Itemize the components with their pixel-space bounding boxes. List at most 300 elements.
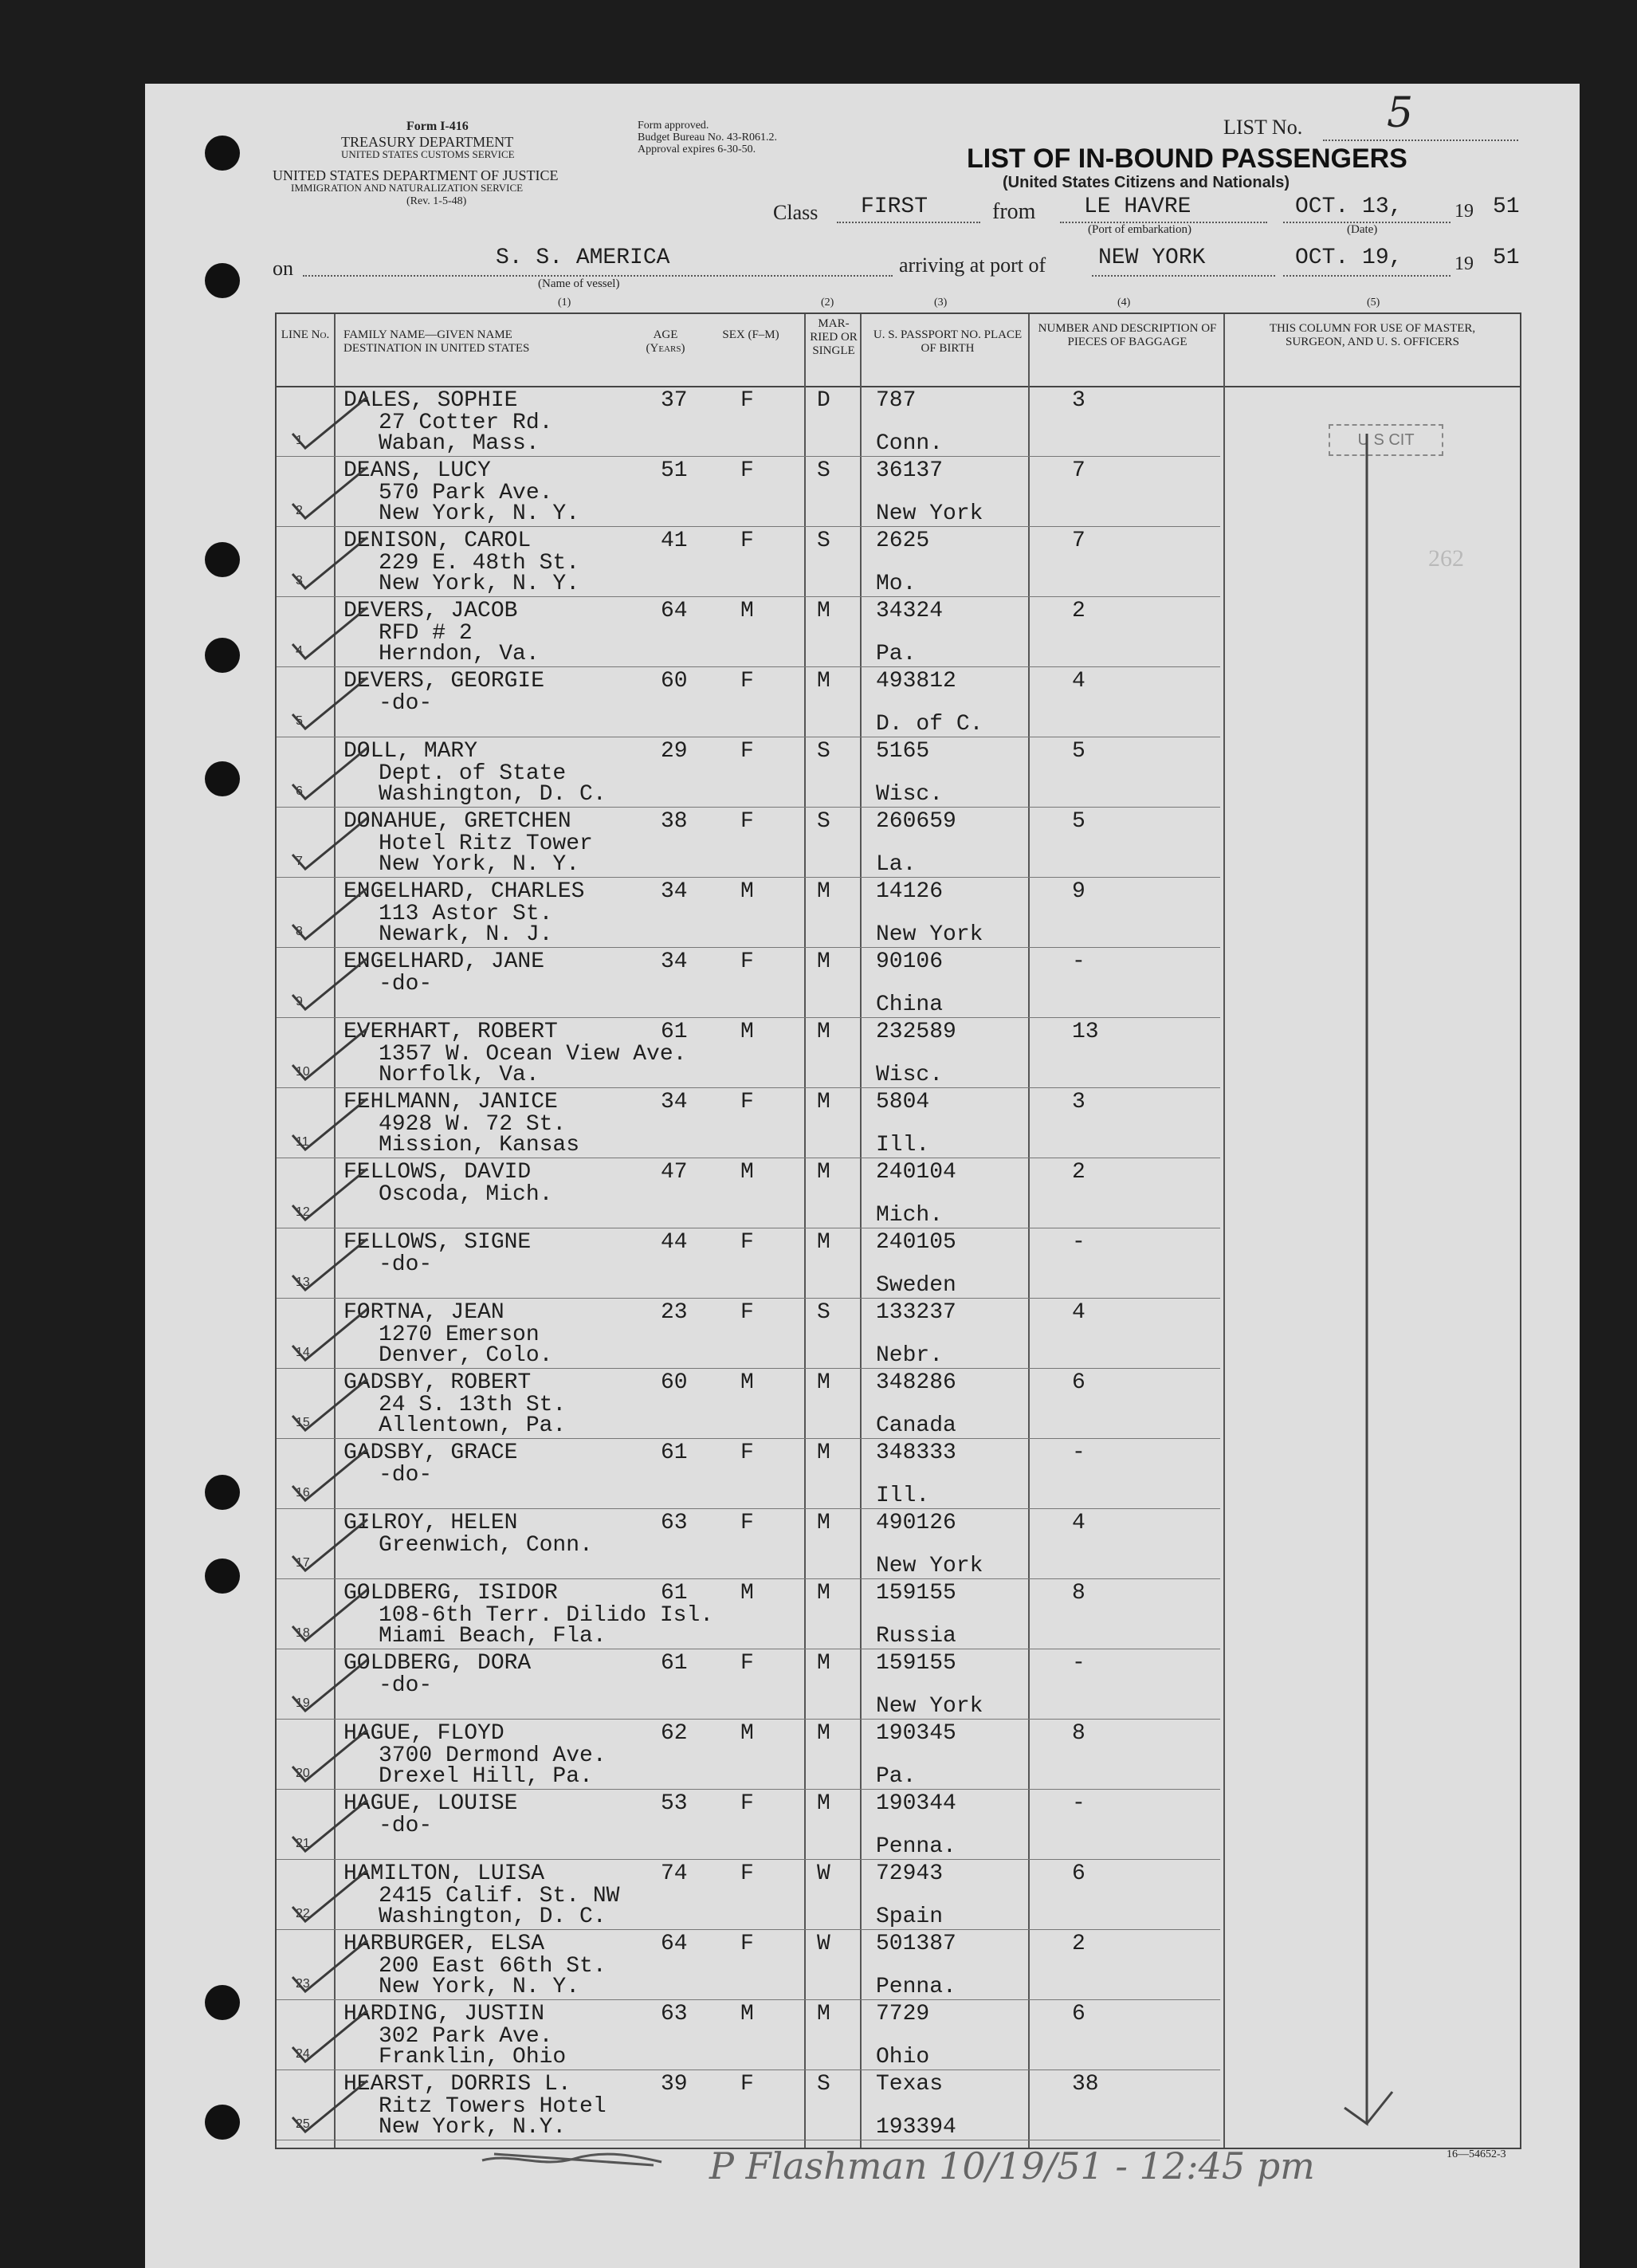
address-line-1: 302 Park Ave. (379, 2024, 553, 2049)
passport-number: 90106 (876, 949, 944, 974)
check-mark-icon (288, 743, 375, 807)
table-row (277, 737, 1220, 808)
age-cell: 44 (661, 1230, 688, 1255)
year-prefix: 19 (1454, 201, 1474, 222)
age-cell: 61 (661, 1020, 688, 1044)
address-line-2: Miami Beach, Fla. (379, 1624, 607, 1649)
line-number: 1 (296, 434, 303, 447)
passenger-table (275, 312, 1521, 2149)
marital-status-cell: M (817, 1721, 830, 1746)
dept-justice: UNITED STATES DEPARTMENT OF JUSTICE (273, 167, 559, 183)
place-of-birth: Russia (876, 1624, 956, 1649)
line-number: 24 (296, 2047, 310, 2061)
embark-port: LE HAVRE (1084, 195, 1191, 219)
address-line-2: New York, N. Y. (379, 572, 580, 596)
marital-status-cell: M (817, 879, 830, 904)
vessel-line (303, 275, 893, 277)
age-cell: 34 (661, 1090, 688, 1114)
check-mark-icon (288, 1585, 375, 1649)
marital-status-cell: M (817, 1020, 830, 1044)
place-of-birth: Wisc. (876, 1063, 944, 1087)
address-line-1: 108-6th Terr. Dilido Isl. (379, 1603, 714, 1628)
punch-hole (205, 542, 240, 577)
age-cell: 64 (661, 599, 688, 623)
dept-justice-sub: IMMIGRATION AND NATURALIZATION SERVICE (291, 182, 524, 194)
sex-cell: F (740, 1090, 754, 1114)
punch-hole (205, 2105, 240, 2140)
check-mark-icon (288, 1795, 375, 1859)
age-cell: 53 (661, 1791, 688, 1816)
passport-number: 240105 (876, 1230, 956, 1255)
passport-number: 2625 (876, 529, 930, 553)
sex-cell: F (740, 1441, 754, 1465)
address-line-1: RFD # 2 (379, 621, 473, 646)
address-line-1: -do- (379, 1252, 433, 1277)
sex-cell: M (740, 1020, 754, 1044)
line-number: 13 (296, 1276, 310, 1289)
check-mark-icon (288, 392, 375, 456)
marital-status-cell: M (817, 669, 830, 694)
baggage-count: 8 (1072, 1581, 1085, 1606)
embark-caption: (Port of embarkation) (1088, 223, 1191, 236)
sex-cell: F (740, 669, 754, 694)
sex-cell: M (740, 1721, 754, 1746)
baggage-count: 5 (1072, 739, 1085, 764)
line-number: 18 (296, 1626, 310, 1640)
check-mark-icon (288, 1655, 375, 1719)
strikethrough-mark (478, 2144, 669, 2176)
baggage-count: 38 (1072, 2072, 1099, 2097)
place-of-birth: China (876, 992, 944, 1017)
age-cell: 47 (661, 1160, 688, 1185)
baggage-count: - (1072, 949, 1085, 974)
address-line-1: Dept. of State (379, 761, 567, 786)
line-number: 23 (296, 1977, 310, 1991)
place-of-birth: Mo. (876, 572, 917, 596)
place-of-birth: Nebr. (876, 1343, 944, 1368)
list-no-line (1323, 140, 1518, 141)
address-line-1: 570 Park Ave. (379, 481, 553, 505)
punch-hole (205, 1475, 240, 1510)
passport-number: 5165 (876, 739, 930, 764)
marital-status-cell: D (817, 388, 830, 413)
baggage-count: 5 (1072, 809, 1085, 834)
age-cell: 41 (661, 529, 688, 553)
marital-status-cell: M (817, 1651, 830, 1676)
check-mark-icon (288, 1094, 375, 1158)
passenger-name: HARBURGER, ELSA (343, 1932, 545, 1956)
col-divider (1223, 314, 1225, 2148)
marital-status-cell: S (817, 2072, 830, 2097)
baggage-count: 4 (1072, 1300, 1085, 1325)
place-of-birth: 193394 (876, 2115, 956, 2140)
age-cell: 38 (661, 809, 688, 834)
passport-number: 493812 (876, 669, 956, 694)
age-cell: 61 (661, 1441, 688, 1465)
passport-number: 787 (876, 388, 917, 413)
passport-number: 260659 (876, 809, 956, 834)
place-of-birth: Sweden (876, 1273, 956, 1298)
table-row (277, 947, 1220, 1018)
check-mark-icon (288, 1936, 375, 1999)
check-mark-icon (288, 1024, 375, 1087)
age-cell: 61 (661, 1651, 688, 1676)
col-num-3: (3) (934, 297, 948, 309)
arrival-year-prefix: 19 (1454, 254, 1474, 274)
passport-number: 5804 (876, 1090, 930, 1114)
sex-cell: M (740, 599, 754, 623)
th-age: AGE (Years) (646, 328, 685, 355)
baggage-count: - (1072, 1791, 1085, 1816)
marital-status-cell: M (817, 599, 830, 623)
arrival-year: 51 (1493, 246, 1520, 270)
place-of-birth: Ohio (876, 2045, 930, 2070)
col-num-5: (5) (1367, 297, 1380, 309)
line-number: 3 (296, 574, 303, 588)
class-label: Class (773, 201, 818, 224)
line-number: 6 (296, 784, 303, 798)
class-value: FIRST (861, 195, 928, 219)
marital-status-cell: M (817, 1230, 830, 1255)
approval-1: Form approved. (638, 120, 709, 132)
age-cell: 29 (661, 739, 688, 764)
dept-treasury: TREASURY DEPARTMENT (341, 134, 514, 150)
marital-status-cell: W (817, 1861, 830, 1886)
passenger-name: GOLDBERG, DORA (343, 1651, 532, 1676)
check-mark-icon (288, 1374, 375, 1438)
passenger-name: FORTNA, JEAN (343, 1300, 504, 1325)
th-baggage: NUMBER AND DESCRIPTION OF PIECES OF BAGGAGE (1038, 322, 1217, 348)
check-mark-icon (288, 1164, 375, 1228)
address-line-1: Greenwich, Conn. (379, 1533, 593, 1558)
punch-hole (205, 761, 240, 796)
passenger-name: FELLOWS, DAVID (343, 1160, 532, 1185)
on-label: on (273, 257, 293, 280)
passport-number: Texas (876, 2072, 944, 2097)
marital-status-cell: S (817, 739, 830, 764)
line-number: 16 (296, 1486, 310, 1500)
form-number: Form I-416 (406, 120, 469, 133)
age-cell: 51 (661, 458, 688, 483)
passenger-name: GADSBY, ROBERT (343, 1370, 532, 1395)
check-mark-icon (288, 533, 375, 596)
marital-status-cell: S (817, 809, 830, 834)
th-passport: U. S. PASSPORT NO. PLACE OF BIRTH (873, 328, 1023, 355)
place-of-birth: Mich. (876, 1203, 944, 1228)
passenger-name: DENISON, CAROL (343, 529, 532, 553)
marital-status-cell: M (817, 1581, 830, 1606)
check-mark-icon (288, 1445, 375, 1508)
line-number: 4 (296, 644, 303, 658)
address-line-2: New York, N. Y. (379, 501, 580, 526)
address-line-2: New York, N. Y. (379, 852, 580, 877)
place-of-birth: D. of C. (876, 712, 983, 737)
line-number: 12 (296, 1205, 310, 1219)
address-line-1: -do- (379, 1814, 433, 1838)
table-row (277, 1228, 1220, 1299)
check-mark-icon (288, 813, 375, 877)
baggage-count: 8 (1072, 1721, 1085, 1746)
line-number: 22 (296, 1907, 310, 1920)
table-header (277, 314, 1520, 387)
marital-status-cell: M (817, 949, 830, 974)
baggage-count: 4 (1072, 1511, 1085, 1535)
address-line-2: New York, N.Y. (379, 2115, 567, 2140)
sex-cell: M (740, 1160, 754, 1185)
address-line-1: 229 E. 48th St. (379, 551, 580, 576)
baggage-count: 3 (1072, 1090, 1085, 1114)
baggage-count: 13 (1072, 1020, 1099, 1044)
arrival-date: OCT. 19, (1295, 246, 1403, 270)
place-of-birth: Pa. (876, 1764, 917, 1789)
check-mark-icon (288, 673, 375, 737)
dept-treasury-sub: UNITED STATES CUSTOMS SERVICE (341, 148, 515, 160)
passport-number: 34324 (876, 599, 944, 623)
baggage-count: - (1072, 1651, 1085, 1676)
place-of-birth: New York (876, 1554, 983, 1578)
punch-hole (205, 263, 240, 298)
table-row (277, 1158, 1220, 1228)
address-line-1: 1357 W. Ocean View Ave. (379, 1042, 687, 1067)
table-row (277, 1999, 1220, 2070)
age-cell: 63 (661, 2002, 688, 2026)
arrival-port: NEW YORK (1098, 246, 1206, 270)
passport-number: 240104 (876, 1160, 956, 1185)
address-line-2: Waban, Mass. (379, 431, 540, 456)
address-line-2: Newark, N. J. (379, 922, 553, 947)
passenger-name: FELLOWS, SIGNE (343, 1230, 532, 1255)
line-number: 8 (296, 925, 303, 938)
passenger-name: HEARST, DORRIS L. (343, 2072, 571, 2097)
marital-status-cell: M (817, 1441, 830, 1465)
table-row (277, 596, 1220, 667)
table-row (277, 526, 1220, 597)
check-mark-icon (288, 1725, 375, 1789)
address-line-1: 1270 Emerson (379, 1323, 540, 1347)
age-cell: 60 (661, 1370, 688, 1395)
age-cell: 34 (661, 949, 688, 974)
address-line-2: Drexel Hill, Pa. (379, 1764, 593, 1789)
date-caption: (Date) (1347, 223, 1378, 236)
th-line: LINE No. (281, 328, 330, 341)
passenger-name: GOLDBERG, ISIDOR (343, 1581, 558, 1606)
marital-status-cell: M (817, 2002, 830, 2026)
place-of-birth: Conn. (876, 431, 944, 456)
line-number: 7 (296, 855, 303, 868)
age-cell: 61 (661, 1581, 688, 1606)
address-line-1: -do- (379, 1673, 433, 1698)
place-of-birth: Spain (876, 1904, 944, 1929)
age-cell: 37 (661, 388, 688, 413)
punch-hole (205, 1985, 240, 2020)
place-of-birth: New York (876, 922, 983, 947)
baggage-count: 6 (1072, 1370, 1085, 1395)
sex-cell: M (740, 1581, 754, 1606)
sex-cell: F (740, 529, 754, 553)
list-no-label: LIST No. (1223, 116, 1303, 139)
sex-cell: M (740, 1370, 754, 1395)
passport-number: 348333 (876, 1441, 956, 1465)
th-officers: THIS COLUMN FOR USE OF MASTER, SURGEON, AND U. S. OFFICERS (1269, 322, 1476, 348)
sex-cell: F (740, 809, 754, 834)
table-row (277, 1298, 1220, 1369)
age-cell: 23 (661, 1300, 688, 1325)
place-of-birth: Penna. (876, 1975, 956, 1999)
approval-2: Budget Bureau No. 43-R061.2. (638, 132, 777, 143)
sex-cell: M (740, 879, 754, 904)
passport-number: 72943 (876, 1861, 944, 1886)
col-num-1: (1) (558, 297, 571, 309)
address-line-2: Denver, Colo. (379, 1343, 553, 1368)
check-mark-icon (288, 462, 375, 526)
address-line-1: -do- (379, 1463, 433, 1488)
passport-number: 490126 (876, 1511, 956, 1535)
baggage-count: - (1072, 1441, 1085, 1465)
table-row (277, 386, 1220, 457)
marital-status-cell: W (817, 1932, 830, 1956)
arrival-port-line (1092, 275, 1275, 277)
sex-cell: F (740, 949, 754, 974)
passport-number: 14126 (876, 879, 944, 904)
address-line-2: Norfolk, Va. (379, 1063, 540, 1087)
passenger-name: GILROY, HELEN (343, 1511, 518, 1535)
line-number: 9 (296, 995, 303, 1008)
passport-number: 159155 (876, 1581, 956, 1606)
age-cell: 60 (661, 669, 688, 694)
officer-signature: P Flashman 10/19/51 - 12:45 pm (709, 2144, 1315, 2187)
place-of-birth: Ill. (876, 1484, 930, 1508)
line-number: 17 (296, 1556, 310, 1570)
age-cell: 62 (661, 1721, 688, 1746)
sex-cell: F (740, 1932, 754, 1956)
line-number: 2 (296, 504, 303, 517)
address-line-2: New York, N. Y. (379, 1975, 580, 1999)
passenger-name: DALES, SOPHIE (343, 388, 518, 413)
table-row (277, 666, 1220, 737)
passenger-name: HAGUE, LOUISE (343, 1791, 518, 1816)
passenger-name: DEVERS, GEORGIE (343, 669, 545, 694)
address-line-1: Ritz Towers Hotel (379, 2094, 607, 2119)
passport-number: 232589 (876, 1020, 956, 1044)
table-row (277, 1438, 1220, 1509)
check-mark-icon (288, 1865, 375, 1929)
address-line-1: 2415 Calif. St. NW (379, 1884, 620, 1908)
address-line-2: Washington, D. C. (379, 782, 607, 807)
place-of-birth: Wisc. (876, 782, 944, 807)
place-of-birth: Ill. (876, 1133, 930, 1158)
passenger-name: DONAHUE, GRETCHEN (343, 809, 571, 834)
address-line-1: 200 East 66th St. (379, 1954, 607, 1979)
address-line-1: 24 S. 13th St. (379, 1393, 567, 1417)
punch-hole (205, 638, 240, 673)
table-row (277, 1508, 1220, 1579)
address-line-1: -do- (379, 972, 433, 996)
baggage-count: 7 (1072, 458, 1085, 483)
approval-3: Approval expires 6-30-50. (638, 143, 756, 155)
baggage-count: - (1072, 1230, 1085, 1255)
passport-number: 501387 (876, 1932, 956, 1956)
print-code: 16—54652-3 (1447, 2148, 1506, 2160)
check-mark-icon (288, 603, 375, 666)
address-line-2: Herndon, Va. (379, 642, 540, 666)
passenger-name: EVERHART, ROBERT (343, 1020, 558, 1044)
address-line-1: 27 Cotter Rd. (379, 411, 553, 435)
depart-date: OCT. 13, (1295, 195, 1403, 219)
place-of-birth: Pa. (876, 642, 917, 666)
baggage-count: 7 (1072, 529, 1085, 553)
passenger-name: HARDING, JUSTIN (343, 2002, 545, 2026)
from-label: from (992, 199, 1036, 224)
marital-status-cell: M (817, 1090, 830, 1114)
class-line (837, 222, 980, 223)
place-of-birth: Canada (876, 1413, 956, 1438)
marital-status-cell: S (817, 529, 830, 553)
passenger-name: FEHLMANN, JANICE (343, 1090, 558, 1114)
age-cell: 74 (661, 1861, 688, 1886)
age-cell: 63 (661, 1511, 688, 1535)
punch-hole (205, 1559, 240, 1594)
table-row (277, 456, 1220, 527)
passenger-name: DOLL, MARY (343, 739, 478, 764)
line-number: 14 (296, 1346, 310, 1359)
address-line-2: Washington, D. C. (379, 1904, 607, 1929)
sex-cell: F (740, 1651, 754, 1676)
stamp-number: 262 (1428, 545, 1464, 572)
passenger-name: DEANS, LUCY (343, 458, 491, 483)
sex-cell: F (740, 388, 754, 413)
check-mark-icon (288, 1234, 375, 1298)
address-line-2: Mission, Kansas (379, 1133, 580, 1158)
passenger-name: HAMILTON, LUISA (343, 1861, 545, 1886)
baggage-count: 4 (1072, 669, 1085, 694)
th-married: MAR-RIED OR SINGLE (810, 317, 858, 357)
line-number: 11 (296, 1135, 309, 1149)
vessel-name: S. S. AMERICA (496, 246, 670, 270)
arrival-date-line (1283, 275, 1451, 277)
sex-cell: F (740, 1300, 754, 1325)
passport-number: 7729 (876, 2002, 930, 2026)
sex-cell: F (740, 1791, 754, 1816)
vessel-caption: (Name of vessel) (538, 277, 620, 290)
marital-status-cell: M (817, 1160, 830, 1185)
address-line-1: 113 Astor St. (379, 902, 553, 926)
sex-cell: F (740, 739, 754, 764)
marital-status-cell: M (817, 1370, 830, 1395)
marital-status-cell: S (817, 1300, 830, 1325)
age-cell: 64 (661, 1932, 688, 1956)
passport-number: 190345 (876, 1721, 956, 1746)
table-row (277, 1087, 1220, 1158)
passport-number: 36137 (876, 458, 944, 483)
depart-year: 51 (1493, 195, 1520, 219)
table-row (277, 1929, 1220, 2000)
passport-number: 348286 (876, 1370, 956, 1395)
check-mark-icon (288, 953, 375, 1017)
place-of-birth: New York (876, 501, 983, 526)
officer-pen-line (1337, 426, 1400, 2132)
baggage-count: 9 (1072, 879, 1085, 904)
sex-cell: F (740, 458, 754, 483)
check-mark-icon (288, 2076, 375, 2140)
marital-status-cell: M (817, 1511, 830, 1535)
list-number: 5 (1387, 89, 1414, 137)
sex-cell: F (740, 1230, 754, 1255)
baggage-count: 3 (1072, 388, 1085, 413)
check-mark-icon (288, 1304, 375, 1368)
table-row (277, 877, 1220, 948)
address-line-2: Allentown, Pa. (379, 1413, 567, 1438)
page-title: LIST OF IN-BOUND PASSENGERS (967, 143, 1407, 174)
